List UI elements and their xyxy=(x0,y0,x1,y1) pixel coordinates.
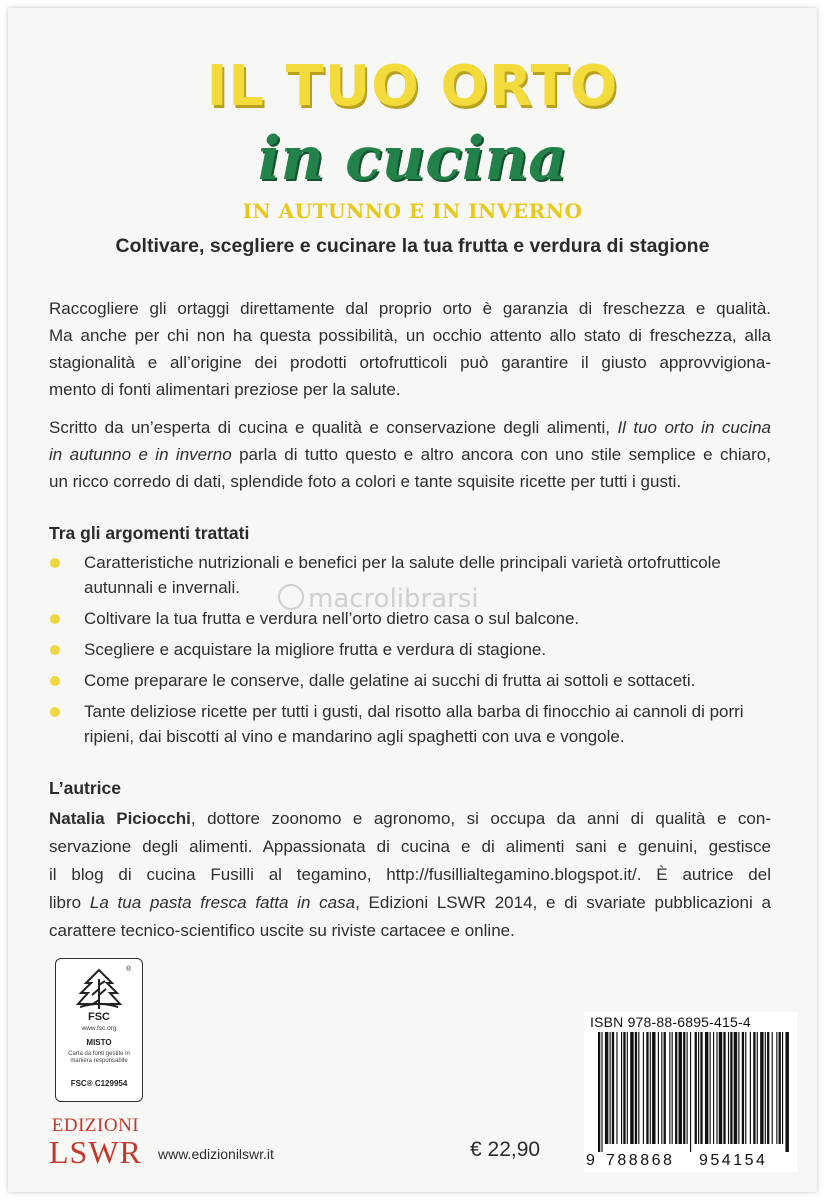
publisher-website: www.edizionilswr.it xyxy=(158,1146,274,1162)
barcode-bar xyxy=(710,1032,711,1144)
publisher-logo xyxy=(49,1116,142,1168)
book-title-italic: La tua pasta fresca fatta in casa xyxy=(89,893,356,912)
text-line: Ma anche per chi non ha questa possibilità, un occhio attento allo stato di freschezza, alla xyxy=(49,326,771,345)
price: € 22,90 xyxy=(470,1138,541,1161)
intro-paragraph-2 xyxy=(49,414,771,495)
text-line: servazione degli alimenti. Appassionata di cucina e di alimenti sani e genuini, gestisce xyxy=(49,837,771,856)
author-bio xyxy=(49,805,771,945)
barcode-bar xyxy=(760,1032,763,1144)
barcode-bar xyxy=(698,1032,699,1144)
barcode-bar xyxy=(782,1032,783,1144)
list-item xyxy=(49,606,771,631)
text-segment: , Edizioni LSWR 2014, e di svariate pubblicazioni a xyxy=(355,893,771,912)
intro-paragraph-1 xyxy=(49,295,771,403)
barcode-bar xyxy=(658,1032,659,1144)
barcode-bar xyxy=(623,1032,625,1144)
barcode-bar xyxy=(728,1032,729,1144)
fsc-tree-logo-icon xyxy=(72,967,126,1011)
text-line: stagionalità e all’origine dei prodotti ortofrutticoli può garantire il giusto approvvigiona- xyxy=(49,353,771,372)
barcode-bar xyxy=(652,1032,655,1144)
book-title-italic: Il tuo orto in cucina xyxy=(617,418,771,437)
text-line: il blog di cucina Fusilli al tegamino, http://fusillialtegamino.blogspot.it/. È autrice del xyxy=(49,865,771,884)
barcode-bar xyxy=(687,1032,688,1144)
title-line-2: in cucina xyxy=(257,124,568,194)
barcode-bar xyxy=(723,1032,725,1144)
barcode-bar xyxy=(646,1032,648,1144)
barcode-bar xyxy=(612,1032,614,1144)
barcode-bar xyxy=(675,1032,677,1144)
list-item-text: Come preparare le conserve, dalle gelatine ai succhi di frutta ai sottoli e sottaceti. xyxy=(84,671,696,690)
text-segment: parla di tutto questo e altro ancora con uno stile semplice e chiaro, xyxy=(239,445,771,464)
barcode-bar xyxy=(745,1032,746,1144)
text-segment: libro xyxy=(49,893,82,912)
text-line: un ricco corredo di dati, splendide foto a colori e tante squisite ricette per tutti i gusti. xyxy=(49,472,682,491)
title-line-3: IN AUTUNNO E IN INVERNO xyxy=(242,199,583,223)
barcode-bar xyxy=(742,1032,744,1144)
title-line-1: IL TUO ORTO xyxy=(206,54,619,119)
publisher-line-1: EDIZIONI xyxy=(51,1115,140,1136)
text-line xyxy=(49,441,771,468)
list-item xyxy=(49,668,771,693)
barcode-bar xyxy=(734,1032,737,1144)
barcode-bar xyxy=(690,1032,691,1152)
book-title-italic: in autunno e in inverno xyxy=(49,445,232,464)
barcode-first-digit: 9 xyxy=(586,1152,595,1169)
barcode-bar xyxy=(610,1032,611,1144)
barcode-bar xyxy=(776,1032,777,1144)
bullet-dot-icon xyxy=(50,645,60,655)
fsc-type: MISTO xyxy=(86,1038,112,1047)
barcode-bar xyxy=(683,1032,685,1144)
text-line: mento di fonti alimentari preziose per la salute. xyxy=(49,380,401,399)
barcode-bar xyxy=(616,1032,617,1144)
text-line: carattere tecnico-scientifico uscite su riviste cartacee e online. xyxy=(49,921,515,940)
barcode-bar xyxy=(719,1032,722,1144)
barcode-bar xyxy=(601,1032,602,1152)
barcode-bar xyxy=(605,1032,608,1144)
fsc-name: FSC xyxy=(88,1011,110,1023)
isbn-label: ISBN 978-88-6895-415-4 xyxy=(590,1014,751,1030)
bullet-dot-icon xyxy=(50,676,60,686)
barcode-bar xyxy=(738,1032,739,1144)
barcode-bar xyxy=(627,1032,628,1144)
text-line xyxy=(49,889,771,917)
topics-title: Tra gli argomenti trattati xyxy=(49,523,250,543)
barcode-bar xyxy=(650,1032,651,1144)
fsc-description: Carta da fonti gestite in maniera responsabile xyxy=(68,1051,130,1064)
barcode-bar xyxy=(757,1032,758,1144)
barcode-bar xyxy=(664,1032,666,1144)
barcode-bar xyxy=(638,1032,639,1144)
list-item-text: Coltivare la tua frutta e verdura nell’orto dietro casa o sul balcone. xyxy=(84,609,580,628)
barcode-bar xyxy=(598,1032,600,1152)
fsc-certification-badge xyxy=(55,958,143,1102)
barcode-bar xyxy=(695,1032,697,1144)
barcode-left-digits: 788868 xyxy=(606,1152,675,1169)
bullet-dot-icon xyxy=(50,614,60,624)
author-title: L’autrice xyxy=(49,778,121,798)
barcode-bar xyxy=(750,1032,751,1144)
text-segment: Scritto da un’esperta di cucina e qualità e conservazione degli alimenti, xyxy=(49,418,611,437)
barcode-bar xyxy=(772,1032,773,1144)
text-line xyxy=(49,805,771,833)
list-item xyxy=(49,699,771,749)
list-item-text: Tante deliziose ricette per tutti i gusti, dal risotto alla barba di finocchio ai cannoli di porri ripieni, dai biscotti al vino e mandarino agli spaghetti con uva e vongole. xyxy=(84,702,744,746)
fsc-reg-mark: ® xyxy=(126,966,132,973)
barcode-bar xyxy=(705,1032,708,1144)
list-item xyxy=(49,637,771,662)
barcode-bar xyxy=(785,1032,788,1152)
barcode-bar xyxy=(643,1032,644,1144)
text-line: Raccogliere gli ortaggi direttamente dal proprio orto è garanzia di freschezza e qualità. xyxy=(49,299,771,318)
subtitle: Coltivare, scegliere e cucinare la tua frutta e verdura di stagione xyxy=(115,235,710,257)
barcode-bar xyxy=(669,1032,670,1144)
barcode-bar xyxy=(713,1032,714,1144)
topics-list xyxy=(49,550,771,755)
barcode-bar xyxy=(672,1032,673,1144)
text-line xyxy=(49,414,771,441)
barcode-bar xyxy=(700,1032,702,1144)
barcode-bar xyxy=(661,1032,662,1144)
barcode-right-digits: 954154 xyxy=(699,1152,768,1169)
bullet-dot-icon xyxy=(50,558,60,568)
bullet-dot-icon xyxy=(50,707,60,717)
author-name: Natalia Piciocchi xyxy=(49,809,191,828)
barcode-bar xyxy=(730,1032,732,1144)
list-item xyxy=(49,550,771,600)
fsc-website: www.fsc.org xyxy=(81,1025,117,1032)
barcode-bar xyxy=(630,1032,633,1144)
list-item-text: Caratteristiche nutrizionali e benefici per la salute delle principali varietà ortofrutticole autunnali e invernali. xyxy=(84,553,721,597)
book-back-cover xyxy=(8,8,817,1192)
barcode-bar xyxy=(679,1032,682,1144)
barcode-bar xyxy=(767,1032,769,1144)
barcode-bar xyxy=(779,1032,781,1144)
barcode-bar xyxy=(635,1032,637,1144)
watermark-text: macrolibrarsi xyxy=(308,584,479,614)
barcode-bar xyxy=(716,1032,717,1144)
publisher-line-2: LSWR xyxy=(49,1134,142,1170)
barcode-bar xyxy=(621,1032,622,1144)
barcode-block xyxy=(584,1012,797,1172)
barcode-bars xyxy=(584,1032,797,1154)
barcode-bar xyxy=(753,1032,755,1144)
fsc-code: FSC® C129954 xyxy=(70,1079,128,1088)
text-segment: , dottore zoonomo e agronomo, si occupa da anni di qualità e con- xyxy=(190,809,771,828)
list-item-text: Scegliere e acquistare la migliore frutta e verdura di stagione. xyxy=(84,640,547,659)
barcode-bar xyxy=(765,1032,766,1144)
